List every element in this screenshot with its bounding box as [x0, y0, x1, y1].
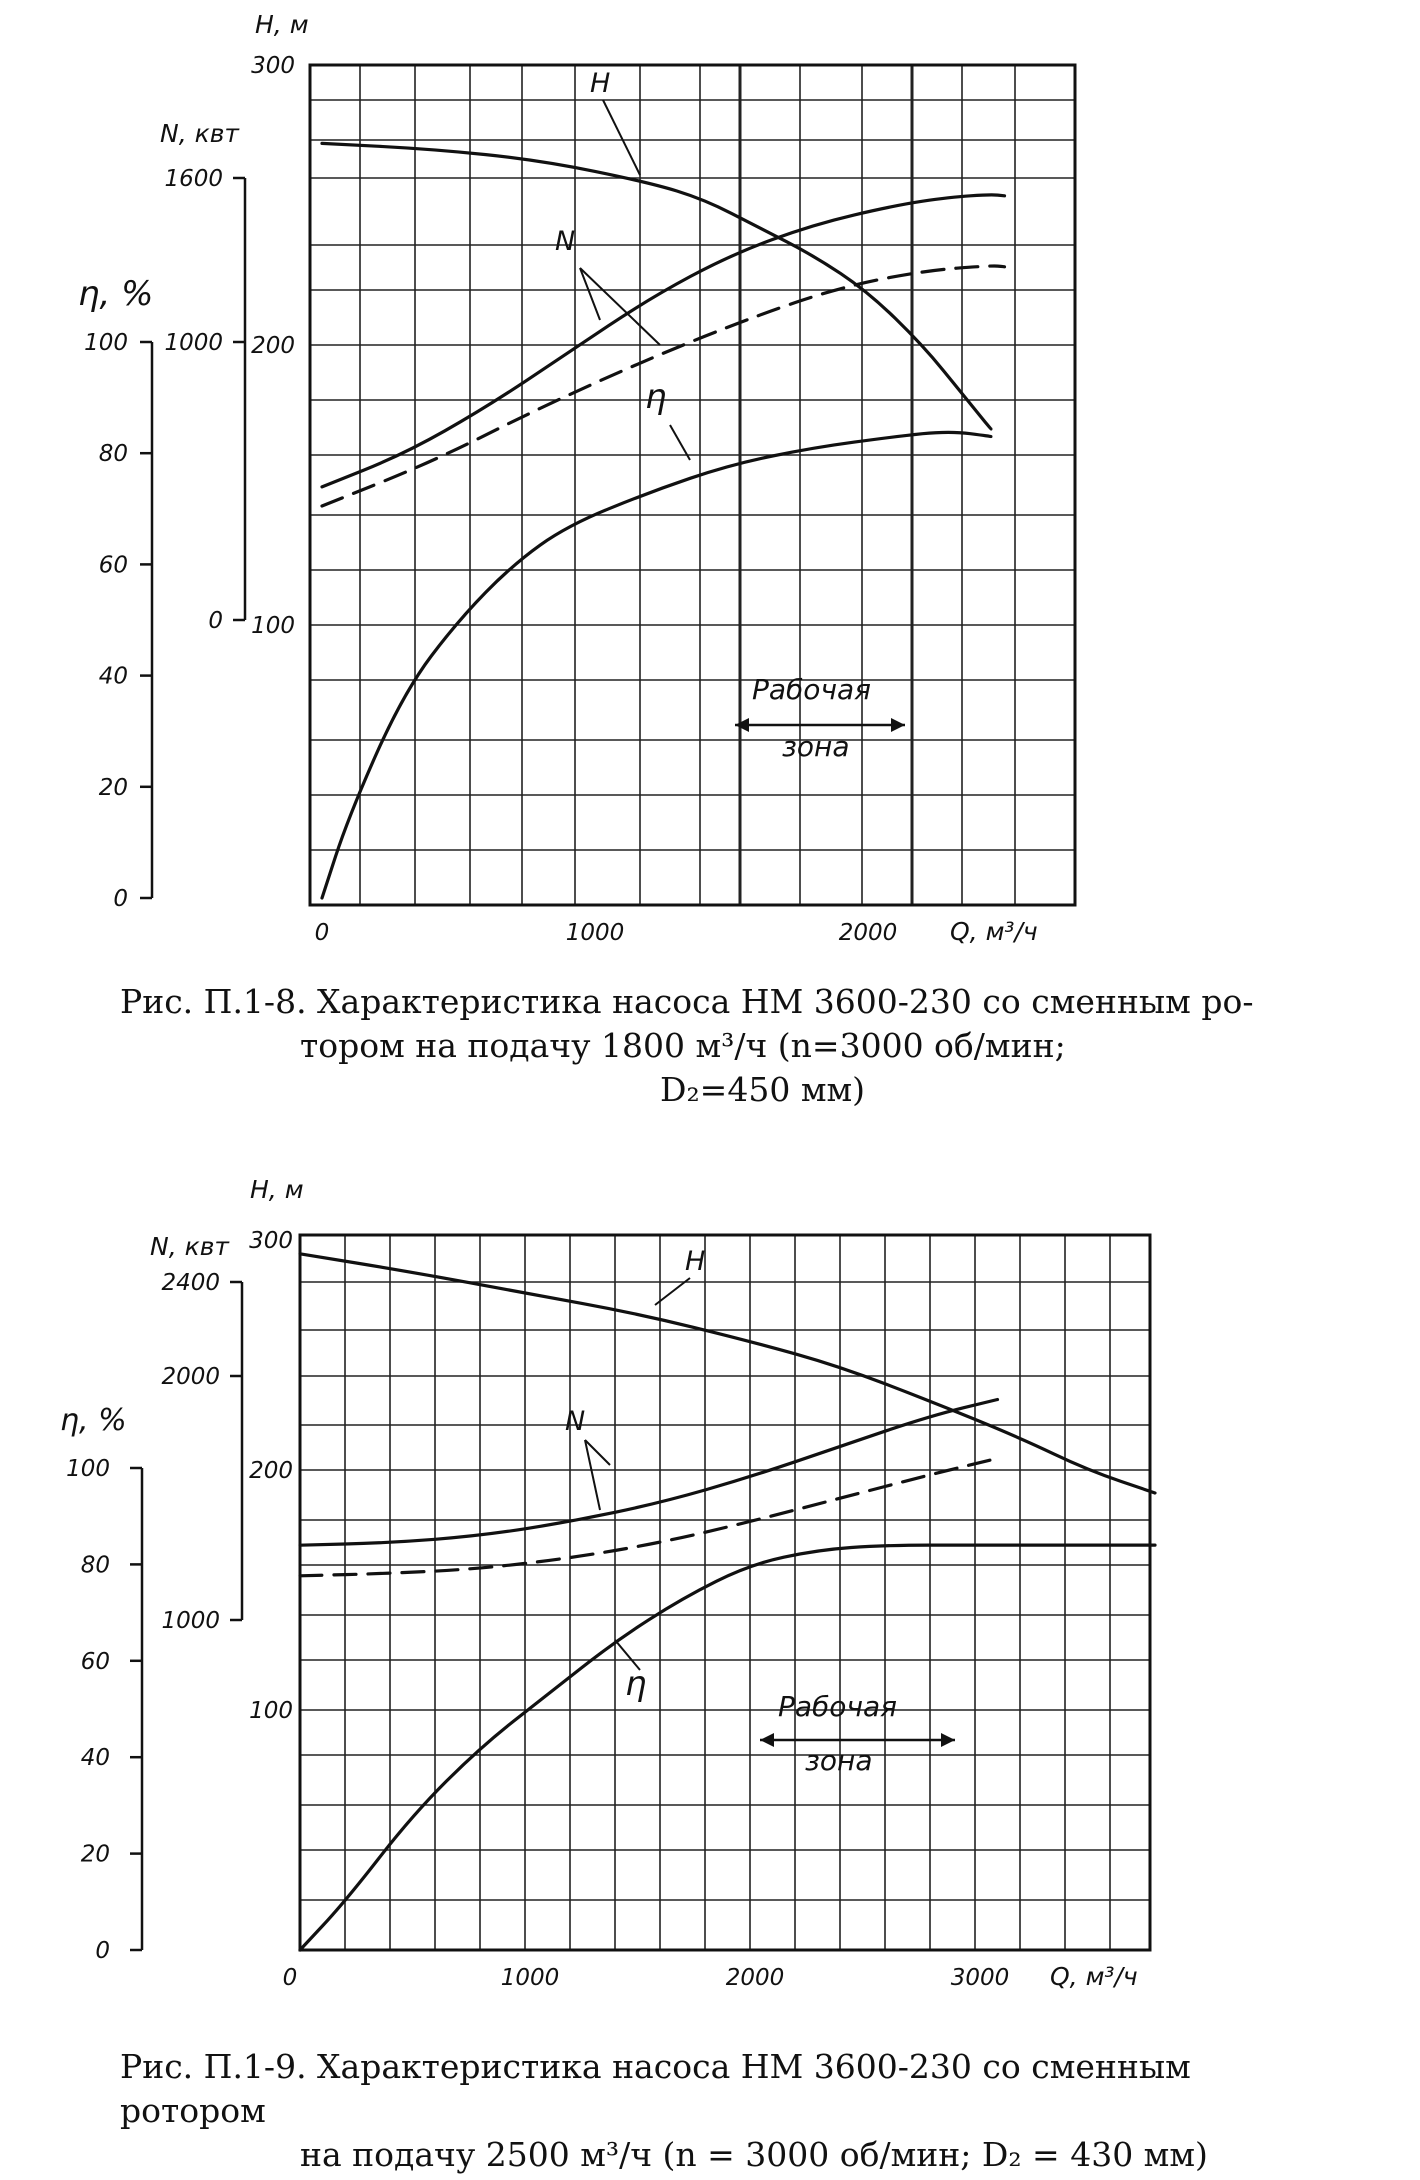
figure-1-curves — [322, 100, 1005, 898]
figure-1-caption-line-2: тором на подачу 1800 м³/ч (n=3000 об/мин; — [300, 1026, 1066, 1065]
fig1-head-tick-200: 200 — [251, 333, 295, 359]
fig1-eff-tick-0: 0 — [113, 886, 128, 912]
figure-1-caption — [120, 980, 1340, 1112]
fig2-eff-tick-40: 40 — [80, 1745, 110, 1772]
fig1-head-axis-label: H, м — [255, 10, 309, 39]
fig2-work-zone-label-2: зона — [805, 1744, 873, 1777]
fig1-eff-tick-40: 40 — [98, 663, 128, 690]
fig2-efficiency-curve — [300, 1545, 1155, 1950]
fig2-work-zone-label-1: Рабочая — [778, 1690, 897, 1723]
figure-2-grid — [300, 1235, 1150, 1950]
fig2-power-axis-label: N, квт — [150, 1232, 229, 1261]
fig1-eff-tick-20: 20 — [98, 774, 128, 801]
fig2-work-zone-arrow-left — [760, 1733, 774, 1747]
fig2-q-axis-label: Q, м³/ч — [1050, 1962, 1138, 1991]
fig2-plot-frame — [300, 1235, 1150, 1950]
fig2-eff-tick-60: 60 — [80, 1648, 110, 1675]
fig1-eff-axis-label: η, % — [78, 274, 154, 314]
fig2-power-tick-2000: 2000 — [161, 1364, 220, 1390]
fig1-power-axis-label: N, квт — [160, 119, 239, 148]
fig1-power-tick-1600: 1600 — [164, 166, 223, 192]
fig2-q-tick-2000: 2000 — [725, 1965, 785, 1991]
figure-2-pump-characteristic — [60, 1175, 1155, 1991]
fig2-eff-tick-20: 20 — [80, 1841, 110, 1868]
fig1-eff-tick-100: 100 — [84, 330, 128, 356]
figure-2-axes — [66, 1228, 1009, 1991]
fig2-power-tick-1000: 1000 — [161, 1608, 220, 1634]
fig1-work-zone-arrow-left — [735, 718, 749, 732]
figure-1-pump-characteristic — [78, 10, 1075, 946]
figure-1-caption-line-1: Рис. П.1-8. Характеристика насоса НМ 3600-230 со сменным ро- — [120, 982, 1254, 1021]
fig2-eff-tick-80: 80 — [80, 1552, 110, 1579]
fig1-plot-frame — [310, 65, 1075, 905]
fig2-head-tick-200: 200 — [249, 1458, 293, 1484]
fig1-power-tick-1000: 1000 — [164, 330, 223, 356]
fig1-head-tick-300: 300 — [251, 53, 295, 79]
fig2-head-axis-label: H, м — [250, 1175, 304, 1204]
fig1-curve-leader-1 — [580, 268, 600, 320]
figure-1-caption-line-3: D₂=450 мм) — [660, 1070, 866, 1109]
fig2-power-curve-dashed — [300, 1458, 998, 1576]
fig1-head-tick-100: 100 — [251, 613, 295, 639]
figure-1-axes — [84, 53, 905, 946]
fig1-curve-leader-2 — [580, 268, 660, 345]
fig2-curve-leader-2 — [585, 1440, 600, 1510]
fig1-q-tick-2000: 2000 — [838, 920, 898, 946]
fig1-power-curve — [322, 195, 1005, 487]
fig2-q-tick-0: 0 — [282, 1965, 298, 1991]
fig2-head-tick-100: 100 — [249, 1698, 293, 1724]
fig1-curve-label-h: H — [590, 68, 611, 99]
fig2-eff-tick-100: 100 — [66, 1456, 110, 1482]
fig2-curve-label-n: N — [565, 1406, 586, 1437]
fig1-efficiency-curve — [322, 432, 991, 898]
fig1-q-tick-1000: 1000 — [565, 920, 625, 946]
figure-2-caption-line-2: на подачу 2500 м³/ч (n = 3000 об/мин; D₂ = 430 мм) — [300, 2135, 1208, 2174]
fig2-work-zone-arrow-right — [941, 1733, 955, 1747]
figure-2-curves — [300, 1254, 1155, 1950]
figure-1-grid — [310, 65, 1075, 905]
fig1-eff-tick-80: 80 — [98, 441, 128, 468]
fig1-eff-tick-60: 60 — [98, 552, 128, 579]
fig2-q-tick-3000: 3000 — [950, 1965, 1010, 1991]
fig2-eff-tick-0: 0 — [95, 1938, 110, 1964]
fig1-curve-leader-0 — [603, 100, 640, 175]
fig1-work-zone-label-1: Рабочая — [752, 673, 871, 706]
figure-2-caption-line-1: Рис. П.1-9. Характеристика насоса НМ 3600-230 со сменным ротором — [120, 2047, 1191, 2130]
figure-2-caption — [120, 2045, 1340, 2177]
fig2-q-tick-1000: 1000 — [500, 1965, 560, 1991]
fig2-head-tick-300: 300 — [249, 1228, 293, 1254]
fig2-curve-label-eta: η — [625, 1664, 647, 1704]
fig1-work-zone-arrow-right — [891, 718, 905, 732]
fig1-q-axis-label: Q, м³/ч — [950, 917, 1038, 946]
fig1-q-tick-0: 0 — [314, 920, 330, 946]
fig1-work-zone-label-2: зона — [782, 730, 850, 763]
fig2-curve-label-h: H — [685, 1246, 706, 1277]
fig2-head-curve — [300, 1254, 1155, 1493]
fig2-eff-axis-label: η, % — [60, 1403, 127, 1438]
fig1-power-tick-0: 0 — [208, 608, 223, 634]
fig2-power-curve — [300, 1399, 998, 1545]
fig1-curve-label-n: N — [555, 226, 576, 257]
fig2-power-tick-2400: 2400 — [161, 1270, 220, 1296]
fig1-curve-label-eta: η — [645, 377, 667, 417]
